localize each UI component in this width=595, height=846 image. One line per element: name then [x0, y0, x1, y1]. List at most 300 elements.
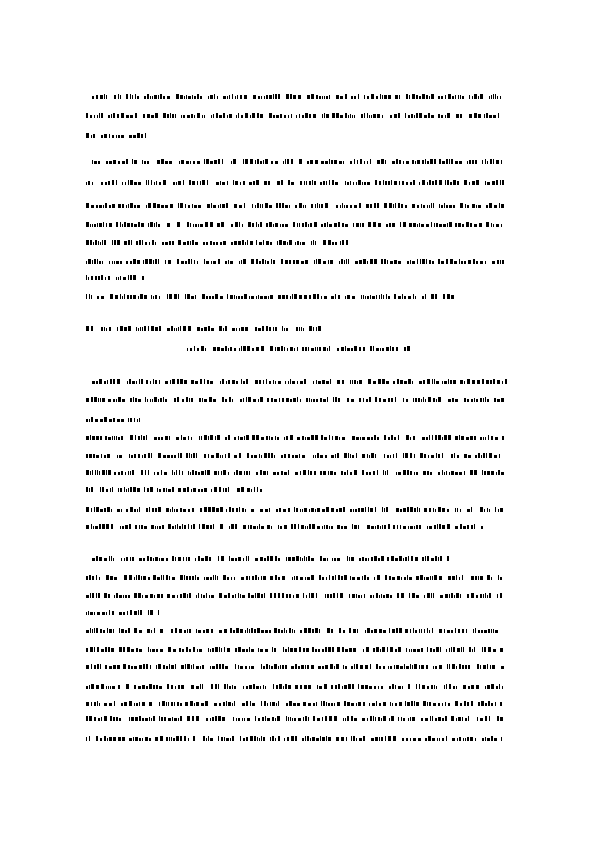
word-glyphs — [413, 397, 441, 402]
word-glyphs — [398, 717, 405, 721]
text-line — [86, 240, 348, 245]
word-glyphs — [284, 435, 293, 440]
word-glyphs — [86, 575, 100, 580]
word-glyphs — [455, 508, 461, 512]
word-glyphs — [361, 113, 383, 118]
word-glyphs — [231, 222, 243, 227]
text-line — [86, 610, 159, 615]
word-glyphs — [389, 628, 402, 633]
word-glyphs — [158, 610, 159, 615]
word-glyphs — [229, 524, 237, 529]
word-glyphs — [295, 241, 305, 245]
word-glyphs — [319, 575, 347, 580]
word-glyphs — [277, 240, 292, 245]
word-glyphs — [153, 575, 175, 580]
word-glyphs — [302, 346, 330, 351]
word-glyphs — [135, 525, 147, 529]
word-glyphs — [132, 159, 137, 164]
word-glyphs — [248, 222, 262, 227]
word-glyphs — [274, 628, 295, 633]
word-glyphs — [120, 524, 131, 529]
word-glyphs — [159, 716, 182, 721]
word-glyphs — [299, 647, 309, 652]
word-glyphs — [270, 575, 285, 580]
word-glyphs — [295, 203, 306, 208]
word-glyphs — [350, 575, 369, 580]
word-glyphs — [154, 436, 170, 440]
text-line — [86, 397, 504, 402]
word-glyphs — [178, 240, 198, 245]
word-glyphs — [422, 435, 451, 440]
word-glyphs — [500, 702, 502, 706]
word-glyphs — [333, 397, 340, 402]
word-glyphs — [142, 160, 149, 164]
word-glyphs — [269, 113, 292, 118]
text-line — [86, 203, 504, 208]
word-glyphs — [439, 203, 455, 208]
word-glyphs — [421, 716, 447, 721]
word-glyphs — [213, 346, 236, 351]
word-glyphs — [481, 526, 483, 529]
word-glyphs — [325, 593, 343, 598]
word-glyphs — [167, 593, 191, 598]
word-glyphs — [339, 259, 349, 264]
word-glyphs — [407, 259, 434, 264]
word-glyphs — [218, 736, 234, 741]
word-glyphs — [405, 113, 434, 118]
word-glyphs — [172, 556, 190, 561]
word-glyphs — [234, 453, 241, 458]
text-line — [86, 326, 321, 331]
text-line — [86, 664, 504, 669]
word-glyphs — [350, 159, 371, 164]
word-glyphs — [216, 181, 228, 185]
text-line — [92, 94, 501, 99]
word-glyphs — [327, 628, 333, 633]
word-glyphs — [235, 664, 254, 669]
word-glyphs — [242, 701, 255, 706]
word-glyphs — [322, 507, 345, 512]
word-glyphs — [416, 575, 442, 580]
word-glyphs — [92, 160, 100, 164]
word-glyphs — [256, 470, 268, 475]
word-glyphs — [351, 736, 365, 741]
text-line — [86, 222, 502, 227]
word-glyphs — [494, 398, 504, 402]
word-glyphs — [211, 113, 232, 118]
word-glyphs — [463, 685, 479, 689]
word-glyphs — [394, 294, 416, 299]
word-glyphs — [106, 159, 128, 164]
word-glyphs — [116, 222, 144, 227]
word-glyphs — [482, 736, 497, 741]
word-glyphs — [312, 647, 334, 652]
word-glyphs — [157, 487, 174, 492]
word-glyphs — [237, 487, 244, 492]
word-glyphs — [303, 593, 317, 598]
word-glyphs — [200, 507, 223, 512]
word-glyphs — [233, 717, 250, 721]
word-glyphs — [121, 701, 145, 706]
word-glyphs — [276, 508, 290, 512]
word-glyphs — [224, 684, 236, 689]
word-glyphs — [86, 203, 94, 208]
word-glyphs — [455, 435, 476, 440]
word-glyphs — [409, 223, 429, 227]
word-glyphs — [395, 95, 400, 99]
word-glyphs — [486, 222, 502, 227]
word-glyphs — [156, 664, 176, 669]
word-glyphs — [97, 296, 104, 299]
word-glyphs — [270, 593, 299, 598]
word-glyphs — [438, 470, 465, 475]
word-glyphs — [134, 628, 142, 633]
word-glyphs — [419, 665, 428, 669]
word-glyphs — [158, 453, 182, 458]
word-glyphs — [288, 180, 294, 185]
word-glyphs — [187, 716, 199, 721]
word-glyphs — [136, 240, 156, 245]
word-glyphs — [337, 647, 356, 652]
text-line — [92, 556, 449, 561]
word-glyphs — [234, 470, 250, 475]
word-glyphs — [134, 684, 162, 689]
word-glyphs — [167, 326, 191, 331]
word-glyphs — [339, 628, 345, 633]
word-glyphs — [419, 379, 439, 384]
word-glyphs — [144, 94, 170, 99]
word-glyphs — [321, 159, 344, 164]
word-glyphs — [313, 716, 337, 721]
text-line — [187, 346, 410, 351]
word-glyphs — [471, 576, 483, 580]
word-glyphs — [277, 180, 283, 185]
word-glyphs — [271, 161, 278, 164]
word-glyphs — [179, 647, 202, 652]
word-glyphs — [406, 648, 423, 652]
word-glyphs — [116, 275, 136, 280]
word-glyphs — [427, 524, 450, 529]
word-glyphs — [500, 648, 503, 652]
word-glyphs — [108, 113, 133, 118]
word-glyphs — [340, 240, 348, 245]
word-glyphs — [501, 666, 504, 669]
word-glyphs — [126, 259, 140, 264]
word-glyphs — [260, 508, 270, 512]
word-glyphs — [412, 159, 436, 164]
word-glyphs — [207, 203, 228, 208]
word-glyphs — [86, 133, 95, 138]
word-glyphs — [177, 259, 198, 264]
word-glyphs — [464, 454, 471, 458]
text-line — [86, 275, 144, 280]
word-glyphs — [384, 453, 397, 458]
word-glyphs — [154, 470, 167, 475]
word-glyphs — [480, 435, 498, 440]
word-glyphs — [422, 556, 442, 561]
word-glyphs — [234, 435, 249, 440]
word-glyphs — [168, 647, 176, 652]
word-glyphs — [86, 222, 112, 227]
word-glyphs — [386, 223, 395, 227]
word-glyphs — [204, 453, 230, 458]
word-glyphs — [86, 259, 103, 264]
word-glyphs — [267, 398, 277, 402]
word-glyphs — [439, 628, 467, 633]
word-glyphs — [393, 525, 421, 529]
word-glyphs — [351, 664, 371, 669]
word-glyphs — [178, 487, 207, 492]
word-glyphs — [247, 487, 262, 492]
word-glyphs — [469, 113, 481, 118]
text-line — [86, 417, 140, 422]
word-glyphs — [460, 379, 475, 384]
word-glyphs — [130, 435, 147, 440]
word-glyphs — [196, 593, 214, 598]
word-glyphs — [381, 259, 401, 264]
word-glyphs — [336, 737, 347, 741]
word-glyphs — [247, 453, 275, 458]
word-glyphs — [124, 575, 132, 580]
word-glyphs — [364, 94, 391, 99]
word-glyphs — [166, 507, 194, 512]
word-glyphs — [270, 346, 298, 351]
word-glyphs — [347, 556, 354, 561]
word-glyphs — [136, 326, 161, 331]
word-glyphs — [299, 294, 327, 299]
text-line — [86, 575, 502, 580]
word-glyphs — [129, 716, 155, 721]
word-glyphs — [404, 346, 410, 351]
word-glyphs — [353, 223, 364, 227]
word-glyphs — [241, 575, 266, 580]
word-glyphs — [320, 556, 328, 561]
word-glyphs — [396, 470, 418, 475]
word-glyphs — [243, 159, 268, 164]
word-glyphs — [231, 159, 236, 164]
word-glyphs — [341, 470, 357, 475]
word-glyphs — [134, 593, 148, 598]
word-glyphs — [336, 203, 361, 208]
word-glyphs — [337, 380, 344, 384]
word-glyphs — [282, 326, 288, 331]
word-glyphs — [86, 181, 93, 185]
word-glyphs — [217, 222, 224, 227]
word-glyphs — [114, 94, 121, 99]
word-glyphs — [86, 647, 114, 652]
word-glyphs — [273, 470, 289, 475]
word-glyphs — [230, 628, 243, 633]
word-glyphs — [367, 524, 390, 529]
word-glyphs — [352, 524, 359, 529]
word-glyphs — [86, 684, 115, 689]
word-glyphs — [286, 556, 314, 561]
word-glyphs — [231, 240, 253, 245]
word-glyphs — [104, 701, 115, 706]
word-glyphs — [343, 665, 347, 669]
word-glyphs — [251, 259, 275, 264]
word-glyphs — [195, 556, 211, 561]
word-glyphs — [427, 647, 441, 652]
word-glyphs — [376, 664, 385, 669]
text-line — [86, 453, 500, 458]
word-glyphs — [362, 716, 386, 721]
word-glyphs — [283, 159, 293, 164]
word-glyphs — [129, 133, 146, 138]
word-glyphs — [86, 507, 112, 512]
word-glyphs — [350, 507, 376, 512]
word-glyphs — [255, 716, 280, 721]
word-glyphs — [403, 453, 415, 458]
word-glyphs — [306, 397, 328, 402]
word-glyphs — [321, 222, 348, 227]
word-glyphs — [193, 736, 195, 741]
word-glyphs — [307, 94, 330, 99]
word-glyphs — [110, 294, 136, 299]
word-glyphs — [92, 556, 114, 561]
word-glyphs — [100, 487, 113, 492]
word-glyphs — [286, 716, 309, 721]
word-glyphs — [251, 509, 254, 512]
word-glyphs — [196, 629, 213, 633]
word-glyphs — [243, 684, 266, 689]
word-glyphs — [423, 701, 450, 706]
word-glyphs — [314, 259, 333, 264]
text-line — [86, 113, 499, 118]
word-glyphs — [482, 159, 502, 164]
word-glyphs — [447, 556, 449, 561]
word-glyphs — [176, 94, 202, 99]
word-glyphs — [112, 240, 120, 245]
word-glyphs — [145, 397, 167, 402]
word-glyphs — [165, 260, 171, 264]
word-glyphs — [296, 113, 316, 118]
word-glyphs — [105, 436, 123, 440]
word-glyphs — [167, 223, 170, 227]
word-glyphs — [101, 180, 117, 185]
word-glyphs — [395, 647, 401, 652]
word-glyphs — [351, 94, 359, 99]
word-glyphs — [185, 701, 208, 706]
word-glyphs — [455, 524, 475, 529]
word-glyphs — [344, 453, 357, 458]
word-glyphs — [362, 453, 376, 458]
word-glyphs — [86, 294, 92, 299]
word-glyphs — [293, 222, 317, 227]
word-glyphs — [232, 327, 248, 331]
word-glyphs — [311, 240, 316, 245]
word-glyphs — [177, 222, 180, 227]
word-glyphs — [223, 94, 247, 99]
word-glyphs — [92, 379, 120, 384]
word-glyphs — [349, 594, 365, 598]
word-glyphs — [143, 113, 158, 118]
word-glyphs — [361, 294, 390, 299]
word-glyphs — [203, 736, 213, 741]
word-glyphs — [248, 593, 265, 598]
word-glyphs — [179, 160, 200, 164]
word-glyphs — [86, 435, 102, 440]
word-glyphs — [336, 94, 347, 99]
word-glyphs — [416, 684, 437, 689]
word-glyphs — [138, 294, 147, 299]
word-glyphs — [266, 222, 288, 227]
text-line — [86, 470, 504, 475]
word-glyphs — [272, 647, 276, 652]
word-glyphs — [321, 701, 340, 706]
word-glyphs — [252, 435, 279, 440]
word-glyphs — [197, 326, 214, 331]
word-glyphs — [492, 260, 504, 264]
word-glyphs — [86, 275, 110, 280]
word-glyphs — [126, 94, 139, 99]
word-glyphs — [187, 346, 206, 351]
word-glyphs — [118, 487, 140, 492]
word-glyphs — [431, 294, 437, 299]
word-glyphs — [118, 685, 120, 689]
word-glyphs — [96, 736, 125, 741]
word-glyphs — [187, 222, 213, 227]
word-glyphs — [86, 716, 107, 721]
word-glyphs — [144, 487, 153, 492]
word-glyphs — [384, 203, 407, 208]
word-glyphs — [204, 159, 223, 164]
word-glyphs — [135, 113, 137, 118]
word-glyphs — [167, 294, 179, 299]
word-glyphs — [86, 701, 100, 706]
word-glyphs — [199, 397, 216, 402]
word-glyphs — [475, 453, 500, 458]
word-glyphs — [126, 507, 140, 512]
word-glyphs — [141, 470, 149, 475]
word-glyphs — [126, 684, 129, 689]
word-glyphs — [281, 454, 305, 458]
word-glyphs — [167, 684, 184, 689]
word-glyphs — [240, 736, 265, 741]
word-glyphs — [186, 453, 197, 458]
word-glyphs — [202, 115, 205, 118]
word-glyphs — [264, 181, 270, 185]
word-glyphs — [226, 507, 246, 512]
word-glyphs — [146, 203, 173, 208]
text-line — [86, 524, 483, 529]
word-glyphs — [174, 397, 179, 402]
word-glyphs — [146, 180, 166, 185]
text-line — [86, 736, 502, 741]
word-glyphs — [382, 507, 388, 512]
word-glyphs — [191, 379, 213, 384]
text-line — [86, 647, 503, 652]
word-glyphs — [104, 593, 110, 598]
word-glyphs — [320, 471, 336, 475]
word-glyphs — [322, 113, 329, 118]
word-glyphs — [106, 575, 117, 580]
word-glyphs — [149, 702, 152, 706]
word-glyphs — [148, 222, 160, 227]
word-glyphs — [390, 113, 400, 118]
word-glyphs — [279, 397, 301, 402]
word-glyphs — [467, 507, 472, 512]
word-glyphs — [291, 664, 314, 669]
word-glyphs — [219, 326, 227, 331]
text-line — [92, 159, 502, 164]
word-glyphs — [300, 180, 316, 185]
word-glyphs — [409, 593, 419, 598]
word-glyphs — [389, 716, 394, 721]
word-glyphs — [261, 701, 279, 706]
word-glyphs — [166, 736, 189, 741]
word-glyphs — [399, 180, 415, 185]
